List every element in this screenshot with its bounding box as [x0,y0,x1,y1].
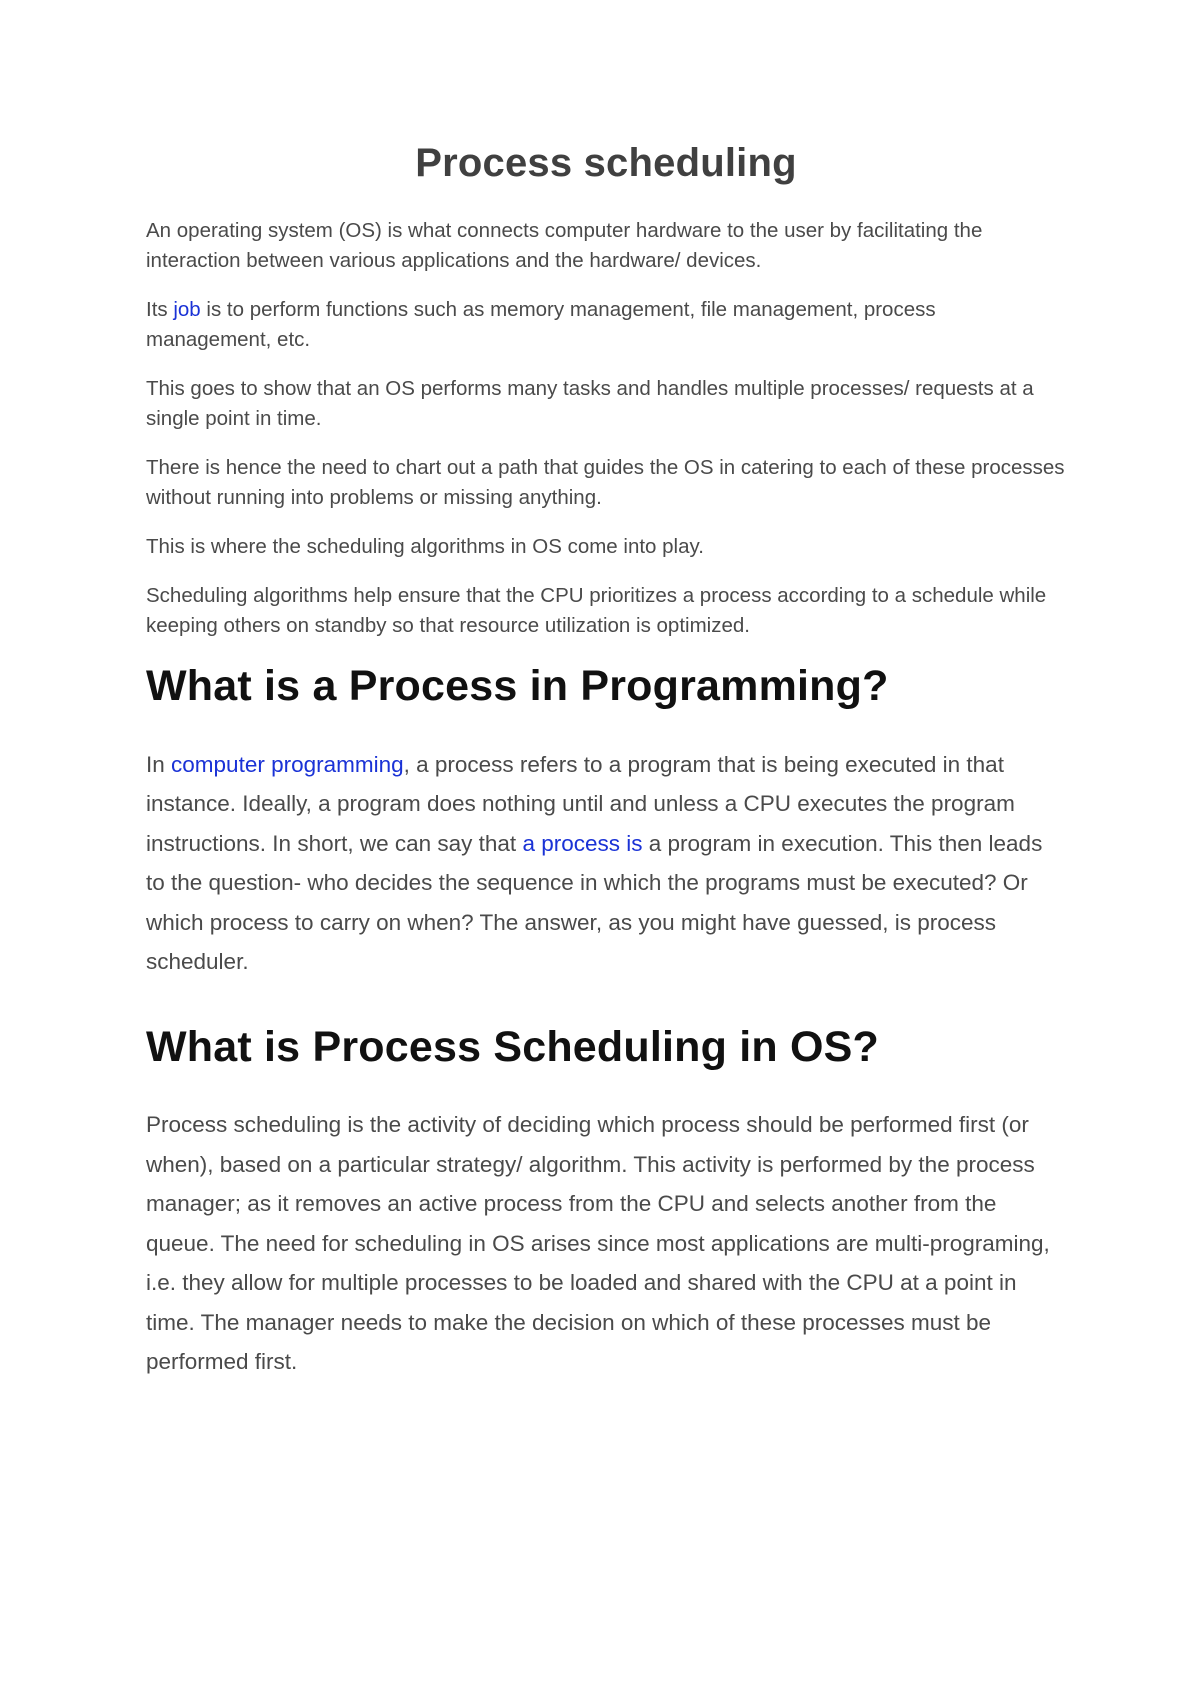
intro-section [146,216,1066,641]
intro-paragraph-2-text-end: is to perform functions such as memory management, file management, process management, etc. [146,298,936,351]
computer-programming-link[interactable]: computer programming [171,751,404,777]
intro-paragraph-5: This is where the scheduling algorithms in OS come into play. [146,535,704,558]
intro-paragraph-2 [146,295,1066,355]
intro-paragraph-3: This goes to show that an OS performs many tasks and handles multiple processes/ requests at a single point in time. [146,377,1034,430]
section-heading-process-scheduling-in-os: What is Process Scheduling in OS? [146,1022,879,1071]
section-1-text-end: a program in execution. This then leads to the question- who decides the sequence in which the programs must be executed? Or which process to carry on when? The answer, as you might have guessed, is process scheduler. [146,830,1043,975]
job-link[interactable]: job [173,298,201,321]
intro-paragraph-1: An operating system (OS) is what connects computer hardware to the user by facilitating the interaction between various applications and the hardware/ devices. [146,219,983,272]
section-1-text-start: In [146,751,172,777]
intro-paragraph-4: There is hence the need to chart out a path that guides the OS in catering to each of these processes without running into problems or missing anything. [146,456,1065,509]
section-2-paragraph: Process scheduling is the activity of deciding which process should be performed first (or when), based on a particular strategy/ algorithm. This activity is performed by the process manager; as it removes an active process from the CPU and selects another from the queue. The need for scheduling in OS arises since most applications are multi-programing, i.e. they allow for multiple processes to be loaded and shared with the CPU at a point in time. The manager needs to make the decision on which of these processes must be performed first. [146,1112,1050,1375]
intro-paragraph-6: Scheduling algorithms help ensure that the CPU prioritizes a process according to a schedule while keeping others on standby so that resource utilization is optimized. [146,584,1047,637]
section-heading-process-in-programming: What is a Process in Programming? [146,662,889,710]
document-title: Process scheduling [415,141,797,185]
a-process-is-link[interactable]: a process is [522,830,643,856]
document-page [146,140,1066,1382]
section-1-paragraph [146,745,1066,982]
intro-paragraph-2-text-start: Its [146,298,174,321]
section-1-text-middle: , a process refers to a program that is being executed in that instance. Ideally, a program does nothing until and unless a CPU executes the program instructions. In short, we can say that [146,751,1015,856]
